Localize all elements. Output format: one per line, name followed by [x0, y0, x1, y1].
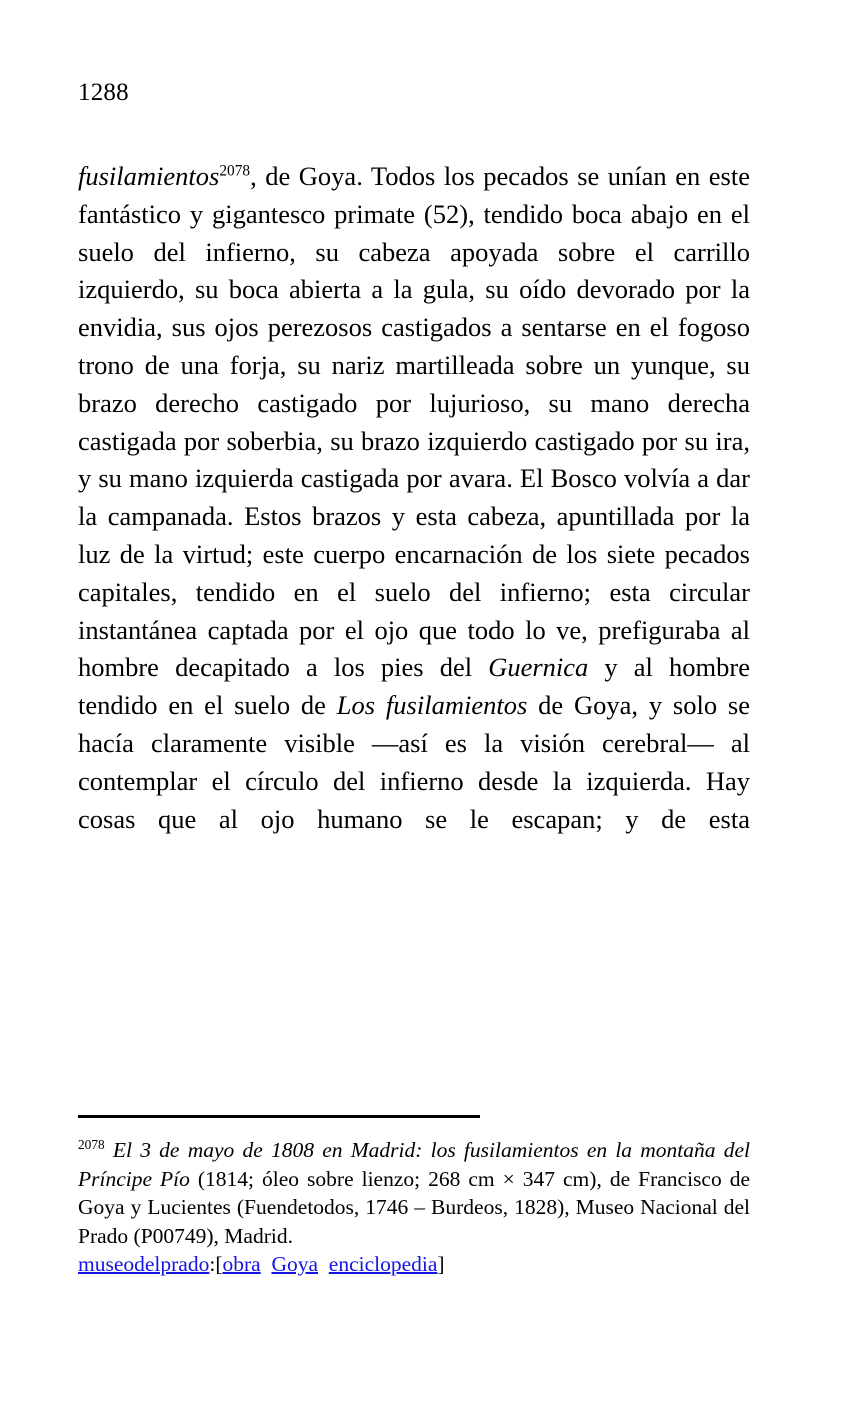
lead-italic-term: fusilamientos — [78, 161, 220, 191]
link-museodelprado[interactable]: museodelprado — [78, 1252, 210, 1276]
footnote-work-title: El 3 de mayo de 1808 en Madrid: los fusilamientos en la montaña del Príncipe Pío — [78, 1138, 751, 1191]
link-separator-open: :[ — [209, 1252, 223, 1276]
footnote-entry — [78, 1136, 750, 1250]
italic-title-guernica: Guernica — [488, 652, 589, 683]
link-separator-close: ] — [437, 1252, 445, 1276]
body-segment-2: y al hombre tendido en el suelo de — [78, 652, 750, 721]
page-number: 1288 — [78, 79, 129, 106]
link-tag-obra[interactable]: obra — [222, 1252, 261, 1276]
body-segment-3: de Goya, y solo se hacía claramente visible —así es la visión cerebral— al contemplar el círculo del infierno desde la izquierda. Hay cosas que al ojo humano se le escapan; y de esta — [78, 690, 750, 834]
body-text-block — [78, 158, 750, 876]
footnote-block — [78, 1136, 750, 1279]
body-segment-1: , de Goya. Todos los pecados se unían en este fantástico y gigantesco primate (52), tendido boca abajo en el suelo del infierno, su cabeza apoyada sobre el carrillo izquierdo, su boca abierta a la gula, su oído devorado por la envidia, sus ojos perezosos castigados a sentarse en el fogoso trono de una forja, su nariz martilleada sobre un yunque, su brazo derecho castigado por lujurioso, su mano derecha castigada por soberbia, su brazo izquierdo castigado por su ira, y su mano izquierda castigada por avara. El Bosco volvía a dar la campanada. Estos brazos y esta cabeza, apuntillada por la luz de la virtud; este cuerpo encarnación de los siete pecados capitales, tendido en el suelo del infierno; esta circular instantánea captada por el ojo que todo lo ve, prefiguraba al hombre decapitado a los pies del — [78, 161, 750, 683]
footnote-number: 2078 — [78, 1136, 105, 1152]
link-tag-goya[interactable]: Goya — [271, 1252, 319, 1276]
italic-title-los-fusilamientos: Los fusilamientos — [336, 690, 528, 721]
footnote-separator-rule — [78, 1115, 480, 1118]
body-paragraph — [78, 158, 750, 876]
footnote-details: (1814; óleo sobre lienzo; 268 cm × 347 cm), de Francisco de Goya y Lucientes (Fuendetodos, 1746 – Burdeos, 1828), Museo Nacional del Prado (P00749), Madrid. — [78, 1166, 750, 1248]
footnote-links-line — [78, 1250, 750, 1279]
footnote-reference-marker[interactable]: 2078 — [219, 162, 251, 180]
link-tag-enciclopedia[interactable]: enciclopedia — [328, 1252, 438, 1276]
